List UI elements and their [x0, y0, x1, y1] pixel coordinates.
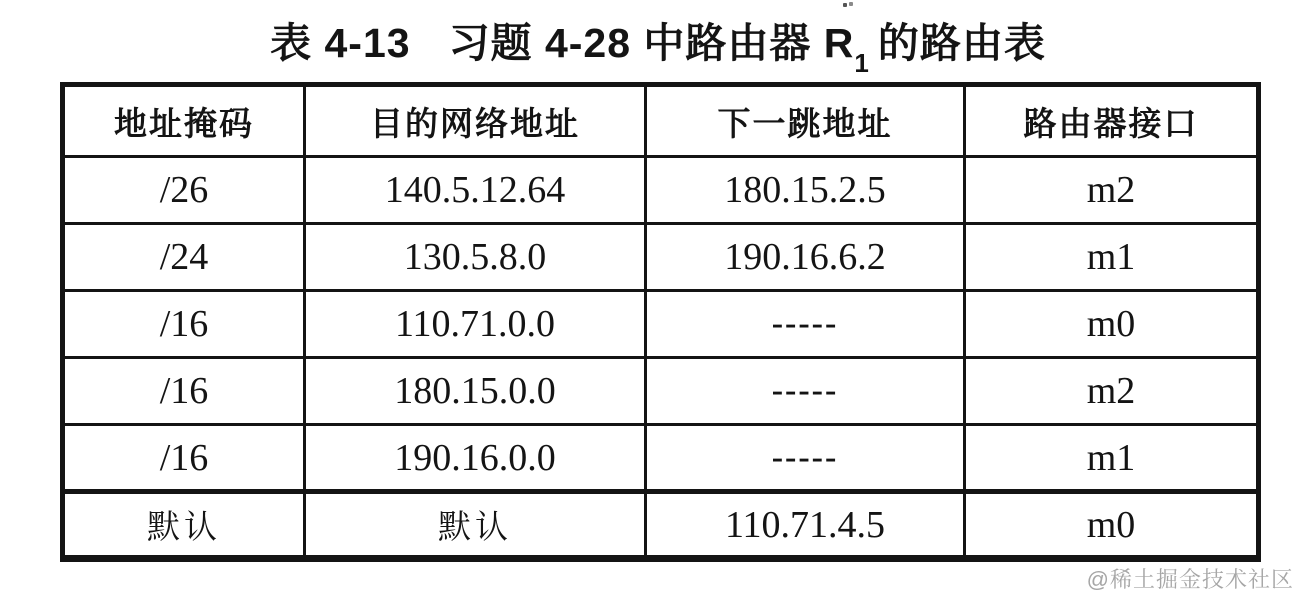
column-header-address-mask: 地址掩码 [63, 85, 305, 157]
router-subscript: 1 [854, 47, 870, 78]
table-row-default [63, 492, 1259, 559]
cell-mask: /26 [63, 157, 305, 224]
scan-artifact [843, 2, 855, 8]
cell-destination: 默认 [305, 492, 646, 559]
column-header-router-interface: 路由器接口 [965, 85, 1259, 157]
table-caption [60, 8, 1256, 78]
cell-destination: 130.5.8.0 [305, 224, 646, 291]
cell-mask: /16 [63, 291, 305, 358]
routing-table-header [63, 85, 1259, 157]
cell-mask: /16 [63, 358, 305, 425]
table-row [63, 358, 1259, 425]
column-header-next-hop: 下一跳地址 [646, 85, 965, 157]
table-caption-text [448, 10, 1046, 78]
cell-mask: /24 [63, 224, 305, 291]
cell-mask: 默认 [63, 492, 305, 559]
watermark: @稀土掘金技术社区 [1086, 567, 1294, 592]
cell-interface: m2 [965, 157, 1259, 224]
cell-interface: m1 [965, 425, 1259, 492]
cell-destination: 140.5.12.64 [305, 157, 646, 224]
cell-next-hop: 180.15.2.5 [646, 157, 965, 224]
cell-next-hop: ----- [646, 358, 965, 425]
cell-interface: m1 [965, 224, 1259, 291]
column-header-destination-network: 目的网络地址 [305, 85, 646, 157]
cell-next-hop: ----- [646, 425, 965, 492]
cell-interface: m0 [965, 492, 1259, 559]
table-row [63, 157, 1259, 224]
table-number-label: 表 4-13 [270, 19, 411, 66]
routing-table [60, 82, 1261, 562]
cell-destination: 110.71.0.0 [305, 291, 646, 358]
table-row [63, 224, 1259, 291]
cell-next-hop: ----- [646, 291, 965, 358]
cell-interface: m2 [965, 358, 1259, 425]
cell-destination: 190.16.0.0 [305, 425, 646, 492]
table-row [63, 425, 1259, 492]
cell-mask: /16 [63, 425, 305, 492]
cell-destination: 180.15.0.0 [305, 358, 646, 425]
cell-next-hop: 110.71.4.5 [646, 492, 965, 559]
routing-table-body [63, 157, 1259, 559]
caption-before-subscript: 习题 4-28 中路由器 R [448, 19, 855, 66]
table-row [63, 291, 1259, 358]
cell-next-hop: 190.16.6.2 [646, 224, 965, 291]
header-row [63, 85, 1259, 157]
caption-after-subscript: 的路由表 [877, 19, 1046, 66]
cell-interface: m0 [965, 291, 1259, 358]
